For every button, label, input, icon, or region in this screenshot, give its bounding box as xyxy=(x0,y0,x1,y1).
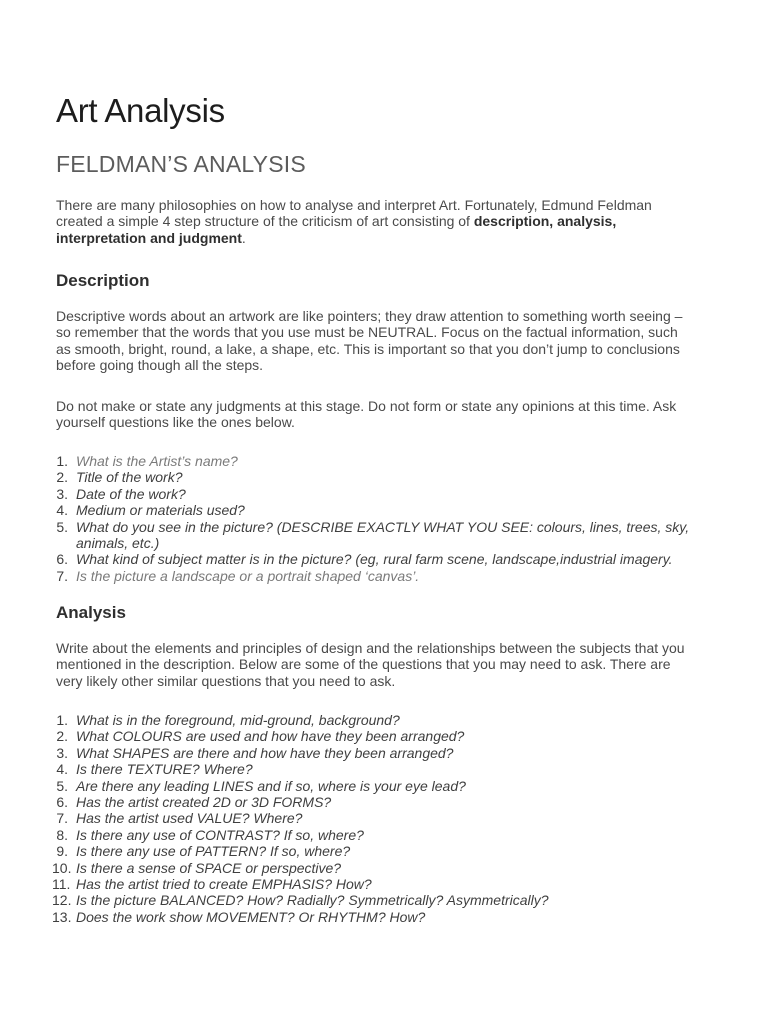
list-number: 1. xyxy=(56,712,68,728)
list-number: 7. xyxy=(56,810,68,827)
list-number: 6. xyxy=(56,794,68,811)
list-number: 11. xyxy=(52,876,71,893)
list-number: 13. xyxy=(52,908,72,925)
list-item xyxy=(56,486,706,502)
description-paragraph-1: Descriptive words about an artwork are like pointers; they draw attention to something worth seeing – so remember that the words that you use must be NEUTRAL. Focus on the factual information, such as smooth, bright, round, a lake, a shape, etc. This is important so that you don’t jump to conclusions before going though all the steps. xyxy=(56,308,683,374)
intro-paragraph xyxy=(56,197,696,246)
list-item xyxy=(56,843,706,859)
list-number: 4. xyxy=(56,761,68,778)
list-text: Is there a sense of SPACE or perspective? xyxy=(76,859,342,876)
list-item xyxy=(56,728,706,744)
list-item xyxy=(56,469,706,485)
list-item xyxy=(56,745,706,761)
list-item xyxy=(52,908,706,925)
list-text: Is there any use of PATTERN? If so, where? xyxy=(76,843,351,860)
list-item xyxy=(56,761,706,777)
list-item xyxy=(56,502,706,518)
list-text: Is there any use of CONTRAST? If so, where? xyxy=(76,826,364,843)
list-text: Is the picture a landscape or a portrait shaped ‘canvas’. xyxy=(76,567,420,584)
list-number: 12. xyxy=(52,892,72,909)
analysis-heading: Analysis xyxy=(56,603,126,622)
list-text: Title of the work? xyxy=(76,469,183,486)
list-item xyxy=(56,778,706,794)
list-text: What COLOURS are used and how have they been arranged? xyxy=(76,728,465,745)
list-text: What is the Artist’s name? xyxy=(76,453,238,469)
description-question-list xyxy=(56,453,706,584)
list-number: 10. xyxy=(52,859,72,876)
description-paragraph-2: Do not make or state any judgments at this stage. Do not form or state any opinions at this time. Ask yourself questions like the ones below. xyxy=(56,398,677,431)
list-number: 9. xyxy=(56,843,68,860)
list-number: 2. xyxy=(56,728,68,745)
list-number: 2. xyxy=(56,469,68,486)
list-item xyxy=(56,519,706,552)
intro-bold-text: description, analysis, interpretation and judgment xyxy=(56,213,617,246)
list-text: Date of the work? xyxy=(76,485,186,502)
list-number: 6. xyxy=(56,551,68,568)
list-item xyxy=(52,859,706,876)
analysis-question-list xyxy=(52,712,706,925)
list-text: Does the work show MOVEMENT? Or RHYTHM? How? xyxy=(76,908,426,925)
page-title: Art Analysis xyxy=(56,92,225,129)
list-text: What SHAPES are there and how have they been arranged? xyxy=(76,744,454,761)
list-item xyxy=(52,892,706,909)
list-number: 1. xyxy=(56,453,68,469)
list-text: Has the artist tried to create EMPHASIS? How? xyxy=(76,876,372,893)
intro-text: There are many philosophies on how to analyse and interpret Art. Fortunately, Edmund Feldman created a simple 4 step structure of the criticism of art consisting of xyxy=(56,197,652,230)
list-item xyxy=(56,453,706,469)
list-number: 3. xyxy=(56,744,68,761)
intro-end: . xyxy=(241,229,246,246)
list-text: What is in the foreground, mid-ground, background? xyxy=(76,712,400,728)
list-item xyxy=(56,827,706,843)
list-text: Is there TEXTURE? Where? xyxy=(76,761,253,778)
list-text: Are there any leading LINES and if so, where is your eye lead? xyxy=(76,777,466,794)
list-text: Medium or materials used? xyxy=(76,502,245,519)
list-item xyxy=(56,568,706,584)
list-number: 4. xyxy=(56,502,68,519)
list-number: 7. xyxy=(56,567,68,584)
list-text: What do you see in the picture? (DESCRIBE EXACTLY WHAT YOU SEE: colours, lines, trees, sky, animals, etc.) xyxy=(76,518,690,552)
list-text: Has the artist used VALUE? Where? xyxy=(76,810,303,827)
list-item xyxy=(52,876,706,893)
list-item xyxy=(56,810,706,826)
list-number: 8. xyxy=(56,826,68,843)
list-item xyxy=(56,712,706,728)
list-number: 3. xyxy=(56,485,68,502)
list-text: What kind of subject matter is in the picture? (eg, rural farm scene, landscape,industrial imagery. xyxy=(76,551,673,568)
list-number: 5. xyxy=(56,777,68,794)
analysis-paragraph: Write about the elements and principles of design and the relationships between the subjects that you mentioned in the description. Below are some of the questions that you may need to ask. There are very likely other similar questions that you need to ask. xyxy=(56,640,685,689)
list-item xyxy=(56,551,706,567)
list-text: Has the artist created 2D or 3D FORMS? xyxy=(76,794,332,811)
list-number: 5. xyxy=(56,518,68,535)
description-heading: Description xyxy=(56,271,150,290)
page-subtitle: FELDMAN’S ANALYSIS xyxy=(56,151,306,177)
list-text: Is the picture BALANCED? How? Radially? Symmetrically? Asymmetrically? xyxy=(76,892,549,909)
list-item xyxy=(56,794,706,810)
